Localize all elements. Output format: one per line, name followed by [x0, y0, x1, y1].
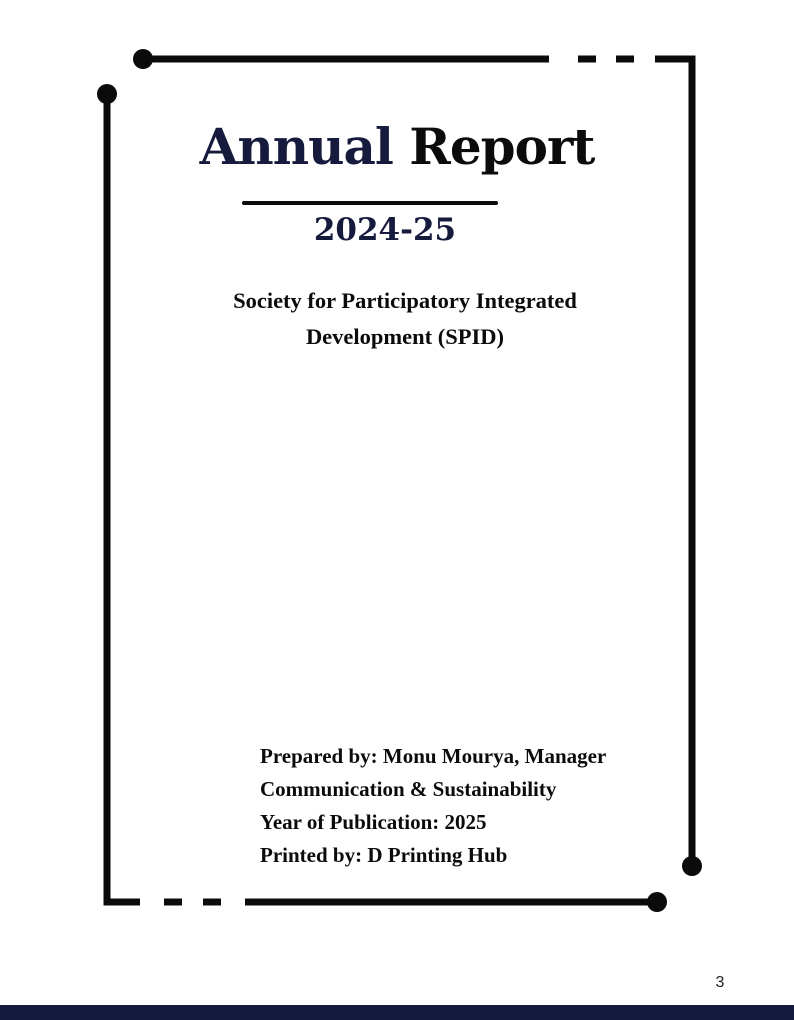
frame-dot-left — [97, 84, 117, 104]
title-underline — [242, 201, 498, 205]
printed-by: Printed by: D Printing Hub — [260, 843, 508, 867]
organization-name-line-2: Development (SPID) — [305, 324, 505, 349]
title-word-annual: Annual — [199, 117, 393, 176]
title-word-report: Report — [409, 117, 595, 176]
frame-dot-top-left — [133, 49, 153, 69]
report-year: 2024-25 — [313, 212, 457, 248]
frame-dot-bottom-right — [647, 892, 667, 912]
organization-name-line-1: Society for Participatory Integrated — [233, 288, 577, 313]
organization-name — [160, 283, 650, 355]
report-title — [0, 112, 794, 182]
page-number: 3 — [715, 974, 725, 991]
department: Communication & Sustainability — [260, 777, 557, 801]
prepared-by: Prepared by: Monu Mourya, Manager — [260, 744, 607, 768]
year-of-publication: Year of Publication: 2025 — [260, 810, 487, 834]
credits-block — [260, 740, 690, 872]
footer-band — [0, 1005, 794, 1020]
